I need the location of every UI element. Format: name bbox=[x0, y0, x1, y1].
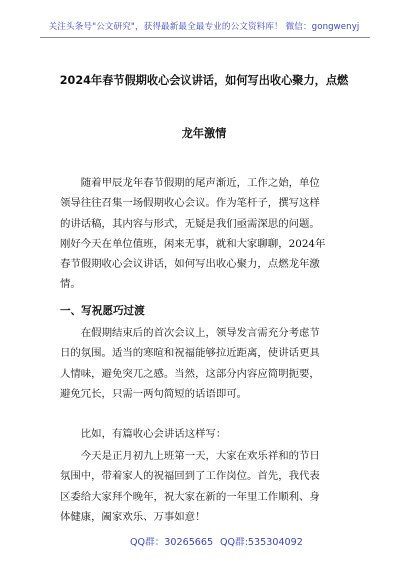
paragraph-example-quote bbox=[60, 446, 350, 527]
paragraph-line: 氛围中，带着家人的祝福回到了工作岗位。首先，我代表 bbox=[60, 470, 320, 483]
section-heading-1: 一、写祝愿巧过渡 bbox=[60, 305, 145, 317]
document-title-line-1: 2024年春节假期收心会议讲话，如何写出收心聚力，点燃 bbox=[59, 74, 349, 87]
paragraph-line: 日的氛围。适当的寒暄和祝福能够拉近距离，使讲话更具 bbox=[60, 347, 320, 360]
paragraph-line: 区委给大家拜个晚年，祝大家在新的一年里工作顺利、身 bbox=[60, 490, 320, 503]
paragraph-intro bbox=[60, 173, 350, 295]
paragraph-line: 避免冗长，只需一两句简短的话语即可。 bbox=[60, 387, 248, 400]
paragraph-line: 在假期结束后的首次会议上，领导发言需充分考虑节 bbox=[80, 327, 320, 339]
footer-qq-group-1: QQ群：30265665 bbox=[130, 537, 214, 548]
header-divider bbox=[40, 37, 370, 38]
paragraph-line: 人情味，避免突兀之感。当然，这部分内容应简明扼要， bbox=[60, 367, 320, 380]
paragraph-line: 情。 bbox=[60, 278, 81, 291]
paragraph-line: 刚好今天在单位值班，闲来无事，就和大家聊聊，2024年 bbox=[60, 237, 326, 250]
paragraph-line: 领导往往召集一场假期收心会议。作为笔杆子，撰写这样 bbox=[60, 197, 320, 210]
footer-qq-group-2: QQ群:535304092 bbox=[220, 537, 303, 548]
document-title-line-2: 龙年激情 bbox=[181, 127, 227, 140]
paragraph-line: 体健康，阖家欢乐、万事如意！ bbox=[60, 510, 206, 523]
paragraph-line: 春节假期收心会议讲话，如何写出收心聚力，点燃龙年激 bbox=[60, 258, 320, 271]
paragraph-line: 随着甲辰龙年春节假期的尾声渐近，工作之始，单位 bbox=[80, 177, 320, 189]
paragraph-line: 的讲话稿，其内容与形式，无疑是我们亟需深思的问题。 bbox=[60, 217, 320, 230]
paragraph-section-1 bbox=[60, 323, 350, 404]
paragraph-line: 比如，有篇收心会讲话这样写： bbox=[80, 428, 227, 440]
paragraph-example-intro bbox=[60, 424, 350, 444]
paragraph-line: 今天是正月初九上班第一天，大家在欢乐祥和的节日 bbox=[80, 450, 320, 462]
header-note: 关注头条号"公文研究"，获得最新最全最专业的公文资料库！ 微信：gongwenyj bbox=[48, 22, 360, 32]
